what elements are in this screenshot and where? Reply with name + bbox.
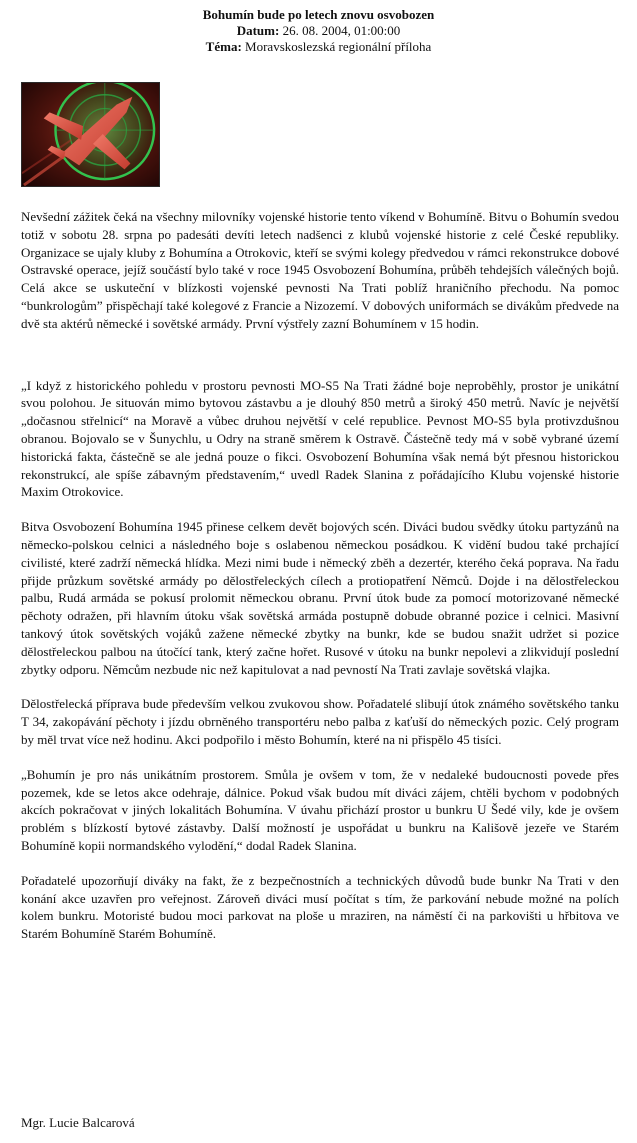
paragraph-6: Pořadatelé upozorňují diváky na fakt, že z bezpečnostních a technických důvodů bude bunkr Na Trati v den konání akce uzavřen pro veřejnost. Zároveň diváci musí počítat s tím, že parkování nebude možné na polích kolem bunkru. Motoristé budou moci parkovat na ploše u mraziren, na náměstí či na parkovišti u hřbitova ve Starém Bohumíně Starém Bohumíně.	[21, 872, 619, 942]
article-title: Bohumín bude po letech znovu osvobozen	[202, 7, 435, 22]
airplane-radar-icon	[21, 82, 160, 187]
paragraph-1: Nevšední zážitek čeká na všechny milovníky vojenské historie tento víkend v Bohumíně. Bitvu o Bohumín svedou totiž v sobotu 28. srpna po padesáti devíti letech nadšenci z klubů vojenské historie z celé České republiky. Organizace se ujaly kluby z Bohumína a Otrokovic, kteří se svými kolegy předvedou v rámci rekonstrukce dobové Ostravské operace, jejíž součástí bylo také v roce 1945 Osvobození Bohumína, průběh tehdejších válečných bojů. Celá akce se uskuteční v blízkosti vojenské pevnosti Na Trati poblíž hraničního přechodu. Na pomoc “bunkrologům” přispěchají také kolegové z Francie a Nizozemí. V dobových uniformách se divákům předvede na dvě sta aktérů německé i sovětské armády. První výstřely zazní Bohumínem v 15 hodin.	[21, 209, 619, 331]
date-line	[0, 23, 637, 39]
author-signature: Mgr. Lucie Balcarová	[21, 1115, 135, 1130]
date-label: Datum:	[236, 23, 280, 38]
topic-line	[0, 39, 637, 55]
article-header	[0, 0, 637, 55]
date-value: 26. 08. 2004, 01:00:00	[282, 23, 401, 38]
paragraph-2: „I když z historického pohledu v prostoru pevnosti MO-S5 Na Trati žádné boje neproběhly, prostor je unikátní svou polohou. Je situován mimo bytovou zástavbu a je dlouhý 850 metrů a široký 450 metrů. Navíc je největší „dočasnou střelnicí“ na Moravě a vůbec druhou největší v celé republice. Pevnost MO-S5 byla protivzdušnou obranou. Bojovalo se v Šunychlu, u Odry na straně směrem k Ostravě. Částečně tedy má v sobě vybrané území historická fakta, částečně se ale jedná pouze o fikci. Osvobození Bohumína však nemá být přesnou historickou rekonstrukcí, ale spíše zábavným představením,“ uvedl Radek Slanina z pořádajícího Klubu vojenské historie Maxim Otrokovice.	[21, 377, 619, 500]
article-body	[21, 208, 619, 943]
topic-value: Moravskoslezská regionální příloha	[245, 39, 432, 54]
paragraph-4: Dělostřelecká příprava bude především velkou zvukovou show. Pořadatelé slibují útok známého sovětského tanku T 34, zakopávání pěchoty i jízdu obrněného transportéru nebo palba z kaťuší do německých pozic. Celý program by měl trvat více než hodinu. Akci podpořilo i město Bohumín, které na ni přispělo 45 tisíci.	[21, 696, 619, 747]
paragraph-3: Bitva Osvobození Bohumína 1945 přinese celkem devět bojových scén. Diváci budou svědky útoku partyzánů na německo-polskou celnici a následného boje s oslabenou německou posádkou. K vidění budou také prchající civilisté, které zadrží německá hlídka. Mezi nimi bude i německý zběh a dezertér, kterého čeká poprava. Na řadu přijde průzkum sovětské armády po dělostřeleckých cílech a protiopatření Němců. Dojde i na dělostřeleckou palbu, Rudá armáda se pokusí prolomit německou obranu. První útok bude za pomocí motorizované německé pěchoty odražen, při hlavním útoku však sovětská armáda postupně dobude obranné pozice i celnici. Masivní tankový útok sovětských vojáků zažene německé zbytky na bunkr, kde se budou snažit udržet si pozice dělostřeleckou palbou na útočící tank, který začne hořet. Rusové v útoku na bunkr nepolevi a zlikvidují poslední zbytky odporu. Němcům nezbude nic než kapitulovat a nad pevností Na Trati zavlaje sovětská vlajka.	[21, 519, 619, 677]
topic-label: Téma:	[205, 39, 242, 54]
paragraph-5: „Bohumín je pro nás unikátním prostorem. Smůla je ovšem v tom, že v nedaleké budoucnosti povede přes pozemek, kde se letos akce odehraje, dálnice. Pokud však budou mít diváci zájem, chtěli bychom v podobných akcích pokračovat v jiných lokalitách Bohumína. V úvahu přichází prostor u bunkru U Šedé vily, kde je ovšem problém s blízkostí bytové zástavby. Další možností je uspořádat u bunkru na Kališově jezeře ve Starém Bohumíně kopii normandského vylodění,“ dodal Radek Slanina.	[21, 766, 619, 853]
article-image	[22, 83, 159, 186]
